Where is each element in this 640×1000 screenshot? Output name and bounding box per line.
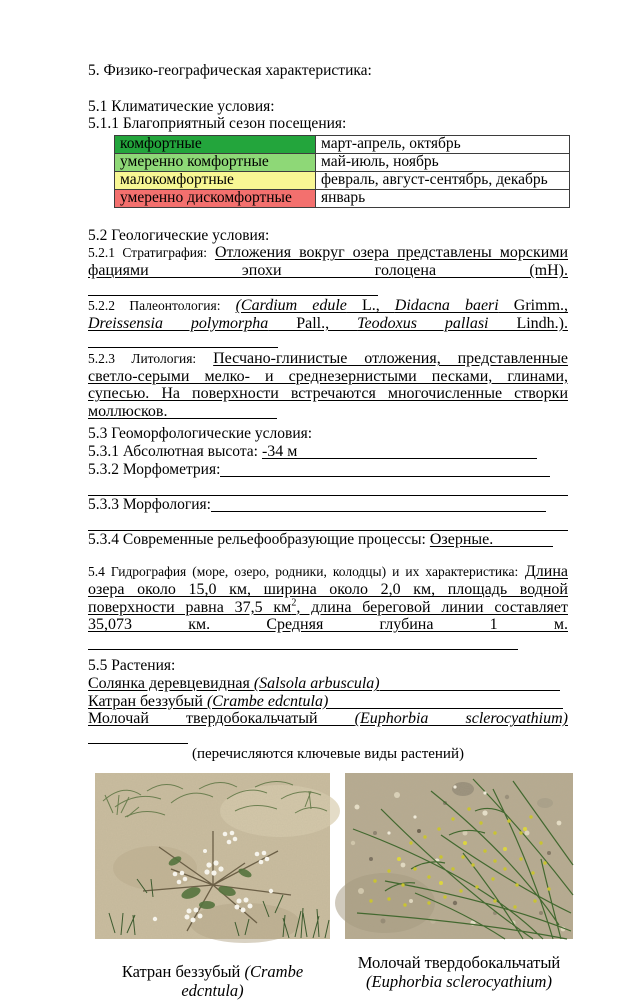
season-months-cell: январь [316, 189, 570, 207]
season-category-cell: умеренно комфортные [115, 153, 316, 171]
stratigraphy-field [88, 244, 568, 297]
blank-underline [88, 478, 568, 496]
blank-underline [380, 686, 560, 691]
hydrography-value: Длина озера около 15,0 км, ширина около 2,0 км, площадь водной поверхности равна 37,5 $км^2$, длина береговой линии составляет 35,073 км. Средняя глубина 1 м. [88, 563, 568, 634]
season-row [115, 135, 570, 153]
plant-line-salsola [88, 675, 568, 693]
geomorphology-heading: 5.3 Геоморфологические условия: [88, 425, 313, 443]
blank-underline [88, 645, 518, 650]
climate-heading: 5.1 Климатические условия: [88, 97, 275, 115]
comfort-season-table [114, 135, 570, 208]
season-row [115, 171, 570, 189]
paleontology-value: (Cardium edule L., Didacna baeri Grimm., Dreissensia polymorpha Pall., Teodoxus pallasi Lindh.). [88, 297, 569, 332]
season-months-cell: февраль, август-сентябрь, декабрь [316, 171, 570, 189]
relief-processes-label: 5.3.4 Современные рельефообразующие процессы: [88, 530, 426, 548]
crambe-photo [95, 773, 330, 939]
photo-figure-euphorbia [345, 773, 573, 1000]
plant-name: Молочай твердобокальчатый (Euphorbia sclerocyathium) [88, 710, 568, 728]
stratigraphy-label: 5.2.1 Стратиграфия: [88, 245, 207, 261]
page-title: 5. Физико-географическая характеристика: [88, 62, 372, 79]
season-row [115, 189, 570, 207]
blank-underline [211, 507, 546, 512]
blank-underline [88, 513, 568, 531]
season-row [115, 153, 570, 171]
superscript-2: 2 [291, 597, 297, 609]
plant-name: Катран беззубый (Crambe edcntula) [88, 692, 329, 710]
geology-heading: 5.2 Геологические условия: [88, 226, 270, 244]
relief-processes-field [88, 531, 568, 549]
plants-heading: 5.5 Растения: [88, 657, 176, 675]
altitude-value: -34 м [261, 442, 298, 460]
altitude-label: 5.3.1 Абсолютная высота: [88, 442, 258, 460]
altitude-field [88, 443, 568, 461]
season-category-cell: умеренно дискомфортные [115, 189, 316, 207]
paleontology-field [88, 297, 568, 350]
euphorbia-caption: Молочай твердобокальчатый (Euphorbia sclerocyathium) [357, 952, 561, 991]
plant-line-crambe [88, 693, 568, 711]
blank-underline [493, 542, 553, 547]
season-category-cell: малокомфортные [115, 171, 316, 189]
lithology-field [88, 350, 568, 420]
blank-underline [167, 414, 277, 419]
hydrography-label: 5.4 Гидрография (море, озеро, родники, колодцы) и их характеристика: [88, 564, 519, 580]
plant-name: Солянка деревцевидная (Salsola arbuscula) [88, 675, 380, 693]
climate-season-heading: 5.1.1 Благоприятный сезон посещения: [88, 115, 347, 133]
blank-underline [88, 739, 188, 744]
season-months-cell: май-июль, ноябрь [316, 153, 570, 171]
lithology-label: 5.2.3 Литология: [88, 350, 197, 366]
blank-underline [328, 704, 563, 709]
plant-line-euphorbia [88, 710, 568, 745]
crambe-caption: Катран беззубый (Crambe edcntula) [121, 961, 304, 1000]
plants-note: (перечисляются ключевые виды растений) [192, 746, 464, 763]
morphometry-field [88, 461, 568, 479]
photo-row [95, 773, 568, 1000]
euphorbia-photo [345, 773, 573, 939]
blank-underline [220, 472, 550, 477]
morphology-label: 5.3.3 Морфология: [88, 495, 211, 513]
relief-processes-value: Озерные. [429, 530, 494, 548]
blank-underline [88, 343, 278, 348]
season-category-cell: комфортные [115, 135, 316, 153]
blank-underline [88, 291, 378, 296]
stratigraphy-value: Отложения вокруг озера представлены морскими фациями эпохи голоцена (mH). [88, 244, 569, 279]
hydrography-field [88, 563, 568, 651]
paleontology-label: 5.2.2 Палеонтология: [88, 298, 221, 314]
season-months-cell: март-апрель, октябрь [316, 135, 570, 153]
lithology-value: Песчано-глинистые отложения, представленные светло-серыми мелко- и среднезернистыми песками, глинами, супесью. На поверхности встречаются многочисленные створки моллюсков. [88, 349, 569, 420]
photo-figure-crambe [95, 773, 330, 1000]
morphology-field [88, 496, 568, 514]
blank-underline [297, 454, 537, 459]
morphometry-label: 5.3.2 Морфометрия: [88, 460, 221, 478]
